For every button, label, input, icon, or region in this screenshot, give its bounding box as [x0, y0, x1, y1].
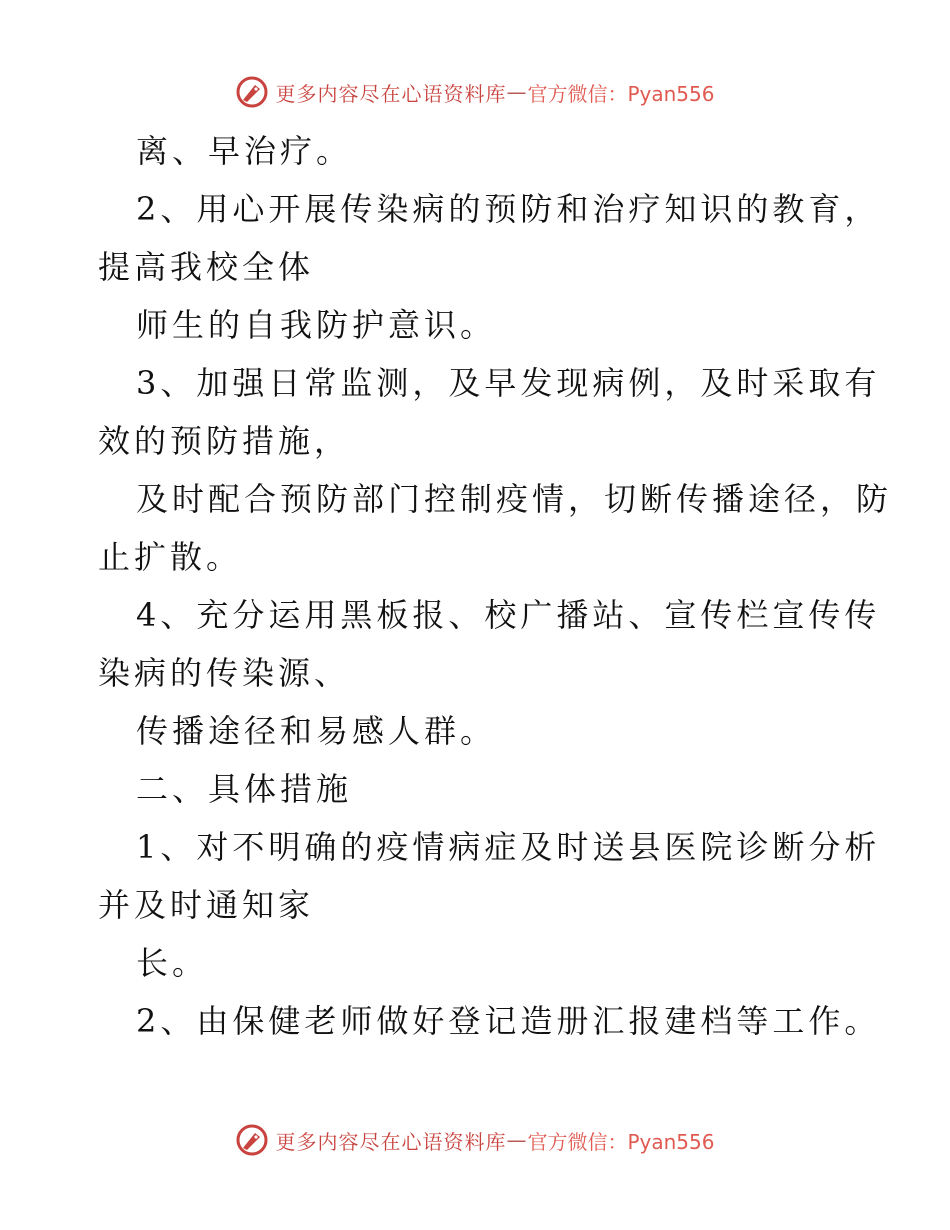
paragraph-line: 1、对不明确的疫情病症及时送县医院诊断分析: [136, 828, 881, 866]
banner-text: 更多内容尽在心语资料库: [275, 1129, 507, 1154]
paragraph-line: 3、加强日常监测，及早发现病例，及时采取有: [136, 364, 881, 402]
footer-banner: [0, 1120, 950, 1160]
paragraph-line: 4、充分运用黑板报、校广播站、宣传栏宣传传: [136, 596, 881, 634]
section-heading: 二、具体措施: [136, 770, 353, 808]
paragraph-line: 长。: [136, 944, 209, 982]
paragraph-line: 离、早治疗。: [136, 132, 353, 170]
banner-separator: —: [506, 1128, 528, 1152]
document-body: [98, 122, 893, 1050]
paragraph-line: 传播途径和易感人群。: [136, 712, 497, 750]
banner-separator: —: [506, 80, 528, 104]
paragraph-line: 止扩散。: [98, 538, 243, 576]
header-banner: [0, 72, 950, 112]
pen-nib-circle-logo-icon: [235, 75, 269, 109]
paragraph-line: 提高我校全体: [98, 248, 315, 286]
banner-wechat: 官方微信：Pyan556: [527, 81, 715, 106]
banner-wechat: 官方微信：Pyan556: [527, 1129, 715, 1154]
paragraph-line: 及时配合预防部门控制疫情，切断传播途径，防: [136, 480, 893, 518]
paragraph-line: 2、用心开展传染病的预防和治疗知识的教育，: [136, 190, 881, 228]
paragraph-line: 2、由保健老师做好登记造册汇报建档等工作。: [136, 1002, 881, 1040]
banner-text: 更多内容尽在心语资料库: [275, 81, 507, 106]
paragraph-line: 染病的传染源、: [98, 654, 351, 692]
paragraph-line: 效的预防措施，: [98, 422, 351, 460]
paragraph-line: 师生的自我防护意识。: [136, 306, 497, 344]
pen-nib-circle-logo-icon: [235, 1123, 269, 1157]
paragraph-line: 并及时通知家: [98, 886, 315, 924]
